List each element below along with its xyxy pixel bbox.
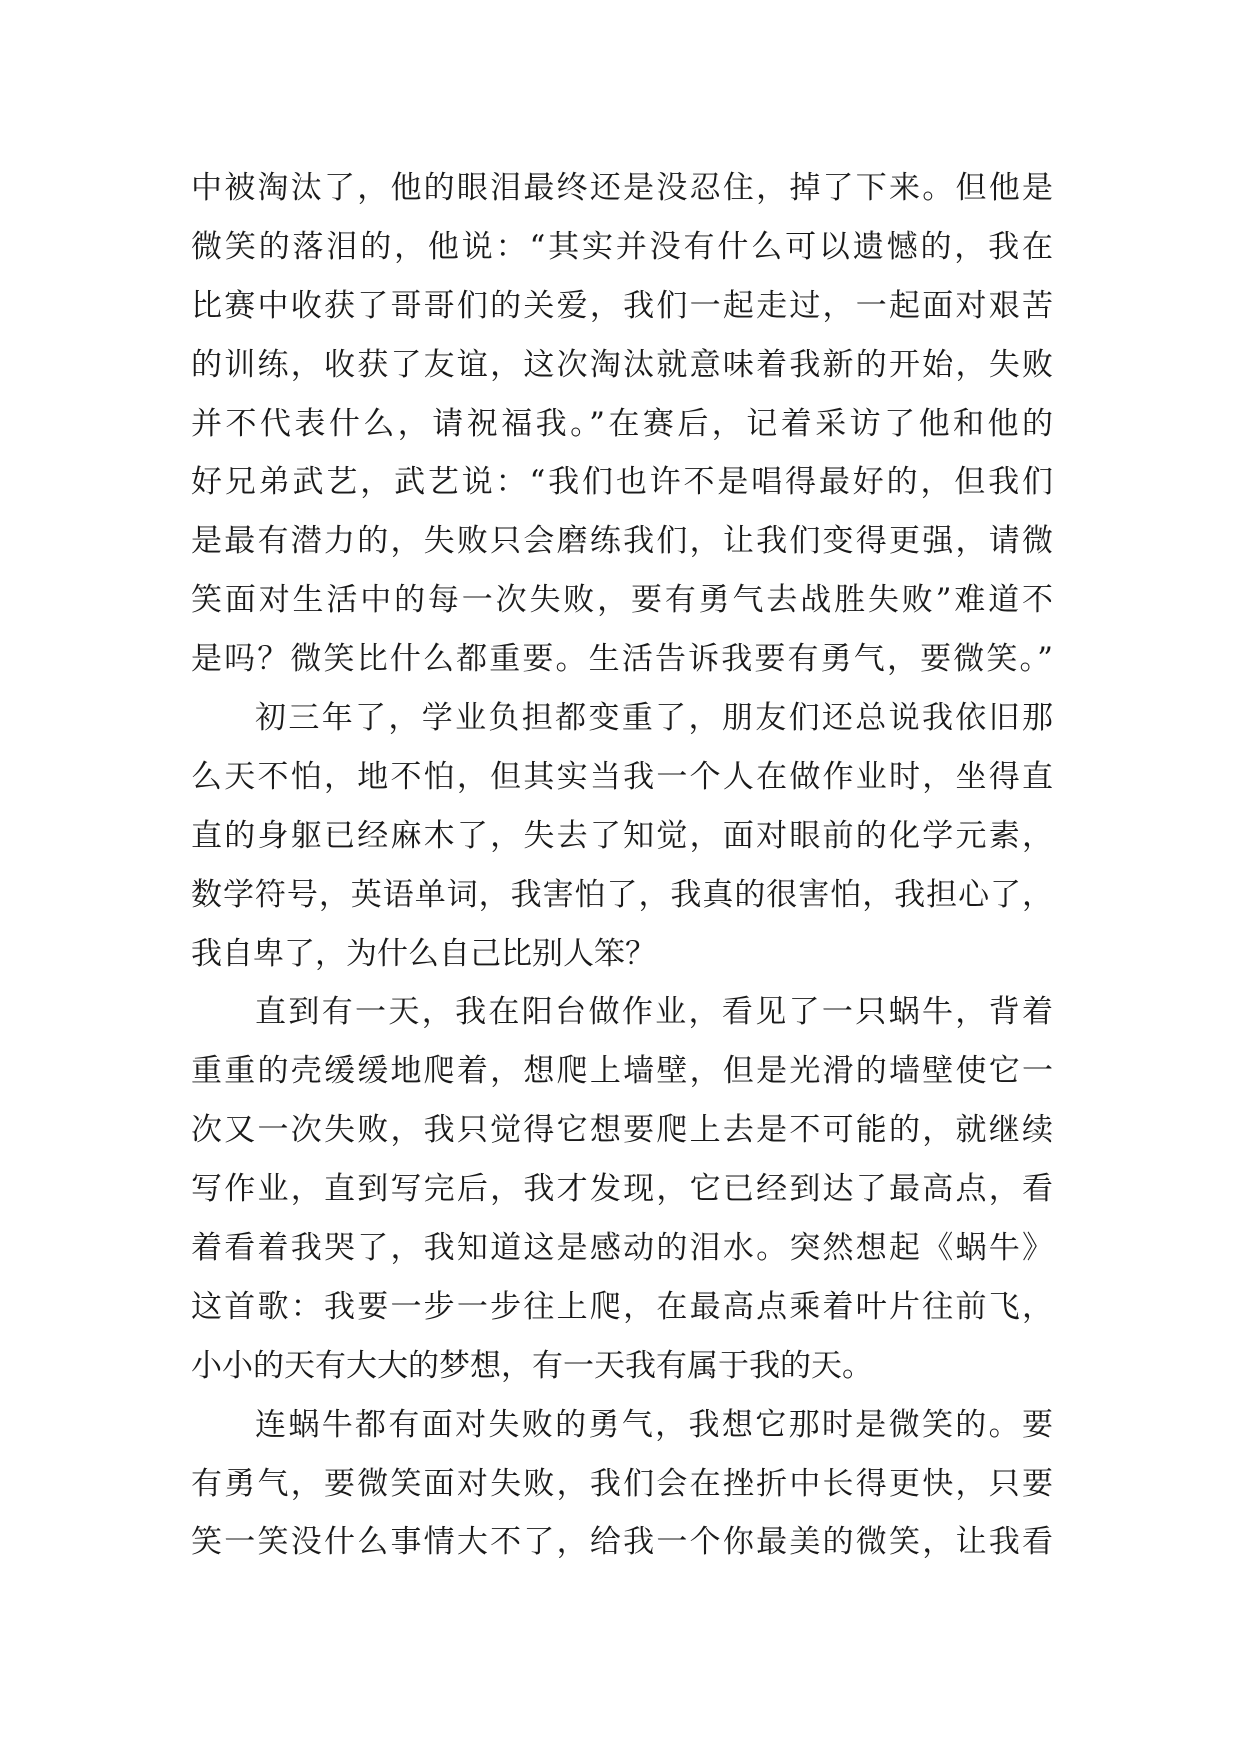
text-line: 重重的壳缓缓地爬着，想爬上墙壁，但是光滑的墙壁使它一 [191, 1053, 1053, 1090]
text-line: 并不代表什么，请祝福我。”在赛后，记着采访了他和他的 [191, 405, 1053, 442]
text-line: 微笑的落泪的，他说：“其实并没有什么可以遗憾的，我在 [191, 228, 1053, 265]
text-line: 笑一笑没什么事情大不了，给我一个你最美的微笑，让我看 [191, 1524, 1053, 1561]
text-line: 次又一次失败，我只觉得它想要爬上去是不可能的，就继续 [191, 1112, 1053, 1149]
text-line: 直的身躯已经麻木了，失去了知觉，面对眼前的化学元素， [191, 817, 1053, 854]
text-line: 么天不怕，地不怕，但其实当我一个人在做作业时，坐得直 [191, 758, 1053, 795]
paragraph-last-line: 小小的天有大大的梦想，有一天我有属于我的天。 [191, 1347, 873, 1384]
text-line: 是吗？微笑比什么都重要。生活告诉我要有勇气，要微笑。” [191, 641, 1053, 678]
text-line: 笑面对生活中的每一次失败，要有勇气去战胜失败”难道不 [191, 582, 1053, 619]
text-line: 写作业，直到写完后，我才发现，它已经到达了最高点，看 [191, 1171, 1053, 1208]
text-line: 有勇气，要微笑面对失败，我们会在挫折中长得更快，只要 [191, 1465, 1053, 1502]
text-line: 比赛中收获了哥哥们的关爱，我们一起走过，一起面对艰苦 [191, 287, 1053, 324]
paragraph-first-line: 直到有一天，我在阳台做作业，看见了一只蜗牛，背着 [255, 994, 1053, 1031]
text-line: 数学符号，英语单词，我害怕了，我真的很害怕，我担心了， [191, 876, 1053, 913]
text-line: 好兄弟武艺，武艺说：“我们也许不是唱得最好的，但我们 [191, 464, 1053, 501]
text-line: 的训练，收获了友谊，这次淘汰就意味着我新的开始，失败 [191, 346, 1053, 383]
paragraph-last-line: 我自卑了，为什么自己比别人笨？ [191, 935, 656, 972]
text-line: 这首歌：我要一步一步往上爬，在最高点乘着叶片往前飞， [191, 1288, 1053, 1325]
paragraph-first-line: 连蜗牛都有面对失败的勇气，我想它那时是微笑的。要 [255, 1406, 1053, 1443]
body-text [191, 159, 1053, 1572]
paragraph-first-line: 初三年了，学业负担都变重了，朋友们还总说我依旧那 [255, 700, 1053, 737]
text-line: 中被淘汰了，他的眼泪最终还是没忍住，掉了下来。但他是 [191, 170, 1053, 206]
text-line: 着看着我哭了，我知道这是感动的泪水。突然想起《蜗牛》 [191, 1230, 1053, 1267]
text-line: 是最有潜力的，失败只会磨练我们，让我们变得更强，请微 [191, 523, 1053, 560]
